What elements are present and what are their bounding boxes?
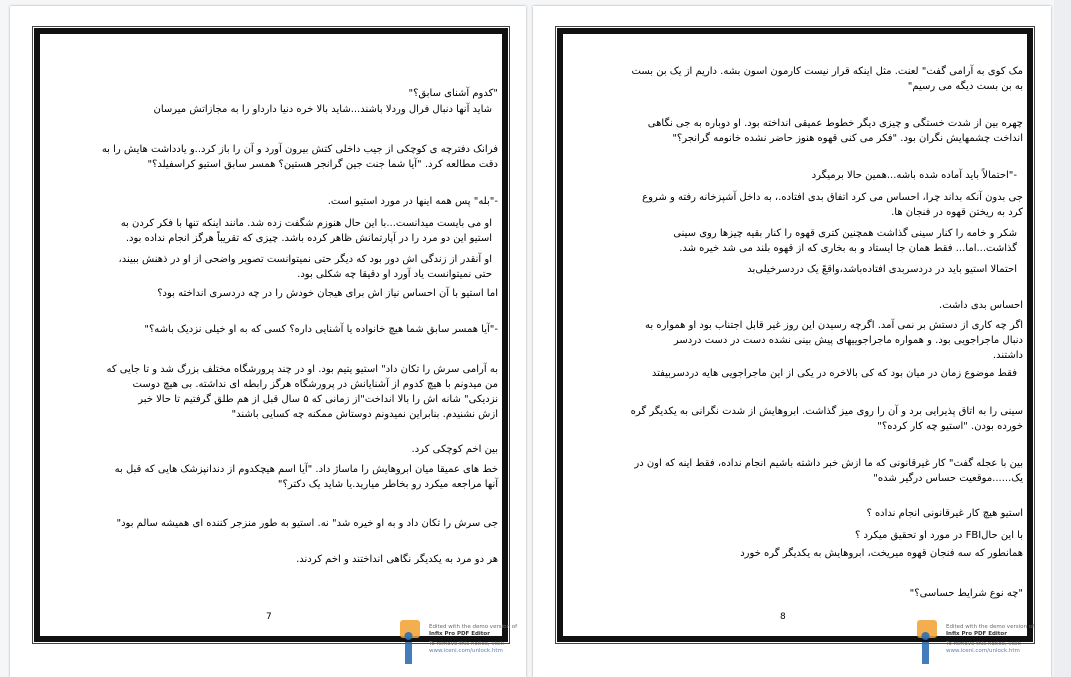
watermark-title: Infix Pro PDF Editor [946,631,1007,637]
paragraph: -"بله" پس همه اینها در مورد استیو است. [327,196,498,207]
watermark-line: Edited with the demo version of [429,624,518,630]
paragraph: شکر و خامه را کنار سینی گذاشت همچنین کتری قهوه را کنار بقیه چیزها روی سینی گذاشت...اما... فقط همان جا ایستاد و به بخاری که از قهوه بلند می شد خیره شد. [673,228,1017,254]
watermark-link[interactable]: www.iceni.com/unlock.htm [429,648,503,654]
paragraph: مک کوی به آرامی گفت" لعنت. مثل اینکه قرار نیست کارمون اسون بشه. داریم از یک بن بست به بن بست دیگه می رسیم" [631,66,1023,92]
document-page-7 [10,6,526,677]
paragraph: شاید آنها دنبال فرال وردلا باشند...شاید بالا خره دنیا دارداو را به مجازاتش میرسان [153,104,492,115]
paragraph: او آنقدر از زندگی اش دور بود که دیگر حتی نمیتوانست تصویر واضحی از او در ذهنش ببیند، حتی نمیتوانست یاد آورد او دقیقا چه شکلی بود. [118,254,492,280]
paragraph: او می بایست میدانست...با این حال هنوزم شگفت زده شد. مانند اینکه تنها با فکر کردن به استیو این دو مرد را در آپارتمانش ظاهر کرده باشد. چیزی که تقریباً هرگز انجام نداده بود. [120,218,492,244]
infix-logo-icon [396,618,426,666]
paragraph: به آرامی سرش را تکان داد" استیو یتیم بود. او در چند پرورشگاه مختلف بزرگ شد و تا جایی که من میدونم با هیچ کدوم از آشنایانش در پرورشگاه هرگز رابطه ای نداشته. بی هیچ دوست نزدیکی" شانه اش را بالا انداخت"از زمانی که ۵ سال قبل از هم طلق گرفتیم تا حالا خبر ازش نشنیدم. بنابراین نمیدونم دوستاش ممکنه چه کسایی باشند" [106,364,498,420]
watermark-title: Infix Pro PDF Editor [429,631,490,637]
paragraph: -"احتمالاً باید آماده شده باشه...همین حالا برمیگرد [811,170,1017,181]
paragraph: همانطور که سه فنجان قهوه میریخت، ابروهایش به یکدیگر گره خورد [740,548,1023,559]
watermark-text [429,618,517,655]
paragraph: بین اخم کوچکی کرد. [411,444,498,455]
paragraph: فرانک دفترچه ی کوچکی از جیب داخلی کتش بیرون آورد و آن را باز کرد..و یادداشت هایش را به دقت مطالعه کرد. "آیا شما جنت جین گرانجر هستین؟ همسر سابق استیو کراسفیلد؟" [101,144,498,170]
paragraph: هر دو مرد به یکدیگر نگاهی انداختند و اخم کردند. [296,554,498,565]
paragraph: اما استیو با آن احساس نیاز اش برای هیجان خودش را در چه دردسری انداخته بود؟ [157,288,498,299]
page-number: 8 [780,612,786,622]
infix-watermark [396,618,517,666]
paragraph: با این حالFBI در مورد او تحقیق میکرد ؟ [854,530,1023,541]
paragraph: جی سرش را تکان داد و به او خیره شد" نه. استیو به طور منزجر کننده ای همیشه سالم بود" [116,518,498,529]
paragraph: احساس بدی داشت. [939,300,1023,311]
watermark-line: To remove this notice, visit: [429,641,505,647]
infix-logo-icon [913,618,943,666]
scrollbar-track[interactable] [1054,0,1071,677]
paragraph: چهره بین از شدت خستگی و چیزی دیگر خطوط عمیقی انداخته بود. او دوباره به جی نگاهی انداخت چشمهایش نگران بود. "فکر می کنی قهوه هنوز حاضر نشده خانومه گرانجر؟" [647,118,1023,144]
paragraph: خط های عمیقا میان ابروهایش را ماساژ داد. "آیا اسم هیچکدوم از دندانپزشک هایی که قبل به آنها مراجعه میکرد رو بخاطر میارید.یا شاید یک دکتر؟" [114,464,498,490]
paragraph: احتمالا استیو باید در دردسربدی افتاده‌باشد،واقعً یک دردسرخیلی‌بد [747,264,1017,275]
paragraph: "چه نوع شرایط حساسی؟" [909,588,1023,599]
page-number: 7 [266,612,272,622]
document-page-8 [533,6,1051,677]
paragraph: فقط موضوع زمان در میان بود که کی بالاخره در یکی از این ماجراجویی هایه دردسربیفتد [651,368,1017,379]
paragraph: جی بدون آنکه بداند چرا، احساس می کرد اتفاق بدی افتاده.، به داخل آشپزخانه رفته و شروع کرد به ریختن قهوه در فنجان ها. [642,192,1023,218]
paragraph: بین با عجله گفت" کار غیرقانونی که ما ازش خبر داشته باشیم انجام نداده، فقط اینه که اون در یک......موقعیت حساس درگیر شده" [634,458,1023,484]
watermark-line: Edited with the demo version of [946,624,1035,630]
paragraph: سینی را به اتاق پذیرایی برد و آن را روی میز گذاشت. ابروهایش از شدت نگرانی به یکدیگر گره خورده بودن. "استیو چه کار کرده؟" [630,406,1023,432]
infix-watermark [913,618,1034,666]
paragraph: اگر چه کاری از دستش بر نمی آمد. اگرچه رسیدن این روز غیر قابل اجتناب بود او همواره به دنبال ماجراجویی بود. و همواره ماجراجوییهای پیش بینی نشده دست در دست دردسر داشتند. [645,320,1023,361]
paragraph: "کدوم آشنای سابق؟" [408,88,498,99]
paragraph: -"آیا همسر سابق شما هیچ خانواده یا آشنایی داره؟ کسی که به او خیلی نزدیک باشه؟" [144,324,498,335]
watermark-line: To remove this notice, visit: [946,641,1022,647]
watermark-text [946,618,1034,655]
watermark-link[interactable]: www.iceni.com/unlock.htm [946,648,1020,654]
paragraph: استیو هیچ کار غیرقانونی انجام نداده ؟ [866,508,1023,519]
